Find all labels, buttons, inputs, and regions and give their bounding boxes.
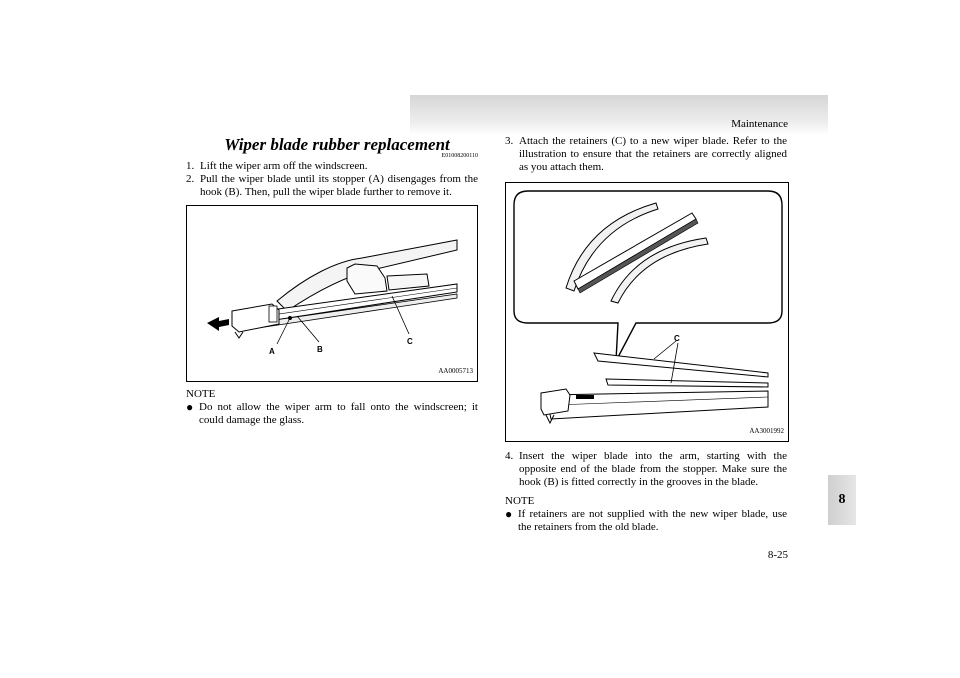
step-number: 2. xyxy=(186,173,195,185)
bullet-icon: ● xyxy=(505,507,513,521)
wiper-removal-illustration xyxy=(187,206,477,381)
label-b: B xyxy=(317,345,323,354)
step-1 xyxy=(186,160,478,173)
section-header: Maintenance xyxy=(731,118,788,130)
figure-id: AA0005713 xyxy=(438,367,473,375)
wiper-removal-figure xyxy=(186,205,478,382)
right-column xyxy=(505,135,787,534)
page-number: 8-25 xyxy=(767,549,788,561)
step-text: Lift the wiper arm off the windscreen. xyxy=(200,160,368,172)
step-number: 1. xyxy=(186,160,195,172)
note-item xyxy=(505,508,787,534)
step-3 xyxy=(505,135,787,174)
section-title: Wiper blade rubber replacement xyxy=(224,135,450,154)
note-item xyxy=(186,401,478,427)
step-number: 3. xyxy=(505,135,514,147)
note-text: Do not allow the wiper arm to fall onto the windscreen; it could damage the glass. xyxy=(199,401,478,426)
step-text: Attach the retainers (C) to a new wiper blade. Refer to the illustration to ensure that the retainers are correctly aligned as you attach them. xyxy=(519,135,787,173)
note-label: NOTE xyxy=(186,388,216,400)
step-4 xyxy=(505,450,787,489)
retainer-figure xyxy=(505,182,789,442)
retainer-illustration xyxy=(506,183,788,441)
step-2 xyxy=(186,173,478,199)
chapter-tab: 8 xyxy=(828,475,856,525)
note-label: NOTE xyxy=(505,495,535,507)
label-a: A xyxy=(269,347,275,356)
label-c: C xyxy=(674,334,680,343)
bullet-icon: ● xyxy=(186,400,194,414)
document-code: E01008200110 xyxy=(441,153,478,159)
step-text: Insert the wiper blade into the arm, starting with the opposite end of the blade from the stopper. Make sure the hook (B) is fitted correctly in the grooves in the blade. xyxy=(519,450,787,488)
label-c: C xyxy=(407,337,413,346)
left-column xyxy=(186,135,478,427)
step-number: 4. xyxy=(505,450,514,462)
figure-id: AA3001992 xyxy=(749,427,784,435)
step-text: Pull the wiper blade until its stopper (A) disengages from the hook (B). Then, pull the wiper blade further to remove it. xyxy=(200,173,478,198)
note-text: If retainers are not supplied with the new wiper blade, use the retainers from the old blade. xyxy=(518,508,787,533)
